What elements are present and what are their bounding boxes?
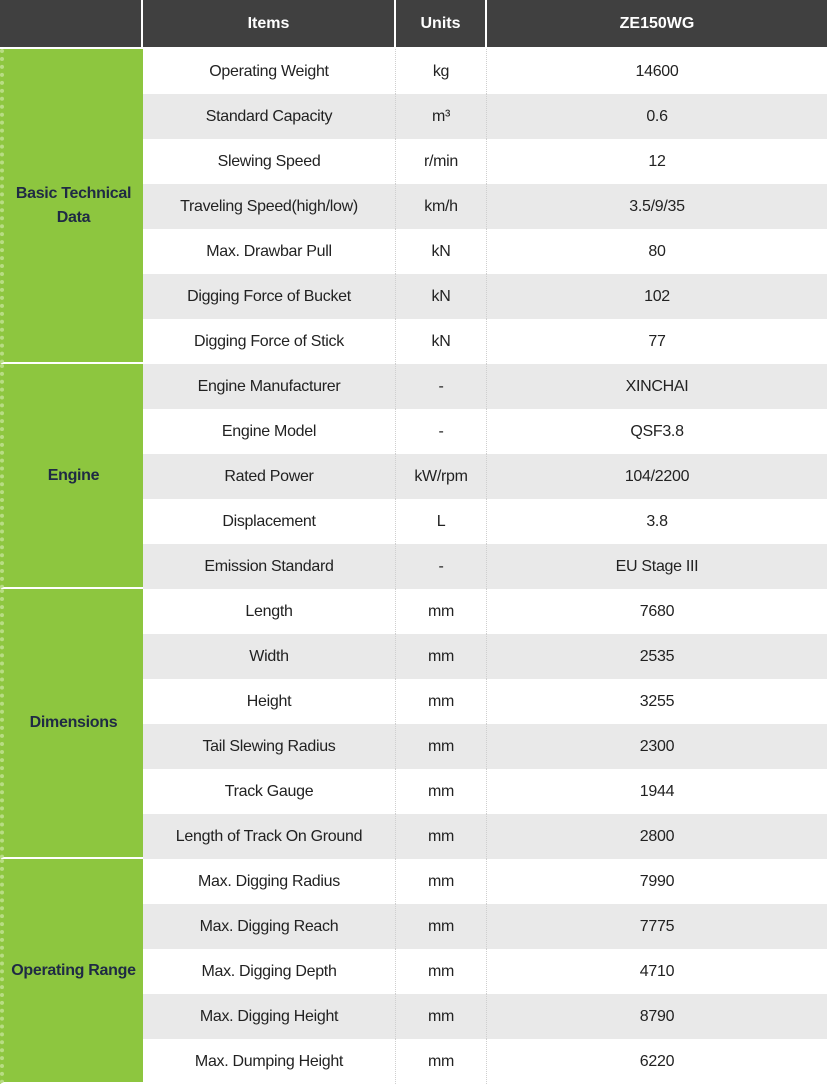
value-cell: 3.5/9/35 <box>487 184 827 229</box>
item-cell: Tail Slewing Radius <box>143 724 396 769</box>
value-cell: 3255 <box>487 679 827 724</box>
value-cell: 77 <box>487 319 827 364</box>
value-cell: 1944 <box>487 769 827 814</box>
item-cell: Rated Power <box>143 454 396 499</box>
value-cell: 102 <box>487 274 827 319</box>
item-cell: Traveling Speed(high/low) <box>143 184 396 229</box>
item-cell: Width <box>143 634 396 679</box>
value-cell: EU Stage III <box>487 544 827 589</box>
category-label: Engine <box>0 364 143 589</box>
category-label: Basic Technical Data <box>0 49 143 364</box>
value-cell: 6220 <box>487 1039 827 1084</box>
item-cell: Max. Digging Reach <box>143 904 396 949</box>
header-row <box>0 0 827 49</box>
unit-cell: mm <box>396 994 487 1039</box>
item-cell: Max. Digging Radius <box>143 859 396 904</box>
value-cell: 80 <box>487 229 827 274</box>
item-cell: Operating Weight <box>143 49 396 94</box>
value-cell: 12 <box>487 139 827 184</box>
item-cell: Engine Manufacturer <box>143 364 396 409</box>
unit-cell: kW/rpm <box>396 454 487 499</box>
value-cell: XINCHAI <box>487 364 827 409</box>
header-model: ZE150WG <box>487 0 827 49</box>
value-cell: 8790 <box>487 994 827 1039</box>
value-cell: 3.8 <box>487 499 827 544</box>
table-row <box>0 49 827 94</box>
item-cell: Track Gauge <box>143 769 396 814</box>
table-row <box>0 589 827 634</box>
item-cell: Height <box>143 679 396 724</box>
unit-cell: - <box>396 409 487 454</box>
value-cell: 2535 <box>487 634 827 679</box>
item-cell: Digging Force of Stick <box>143 319 396 364</box>
header-corner <box>0 0 143 49</box>
unit-cell: mm <box>396 769 487 814</box>
unit-cell: km/h <box>396 184 487 229</box>
item-cell: Displacement <box>143 499 396 544</box>
category-label: Dimensions <box>0 589 143 859</box>
unit-cell: - <box>396 544 487 589</box>
table-body <box>0 49 827 1084</box>
item-cell: Standard Capacity <box>143 94 396 139</box>
value-cell: 104/2200 <box>487 454 827 499</box>
value-cell: 0.6 <box>487 94 827 139</box>
unit-cell: m³ <box>396 94 487 139</box>
unit-cell: mm <box>396 589 487 634</box>
item-cell: Max. Dumping Height <box>143 1039 396 1084</box>
item-cell: Length <box>143 589 396 634</box>
unit-cell: mm <box>396 679 487 724</box>
value-cell: 14600 <box>487 49 827 94</box>
value-cell: 7680 <box>487 589 827 634</box>
unit-cell: mm <box>396 949 487 994</box>
unit-cell: kN <box>396 274 487 319</box>
value-cell: 7990 <box>487 859 827 904</box>
item-cell: Max. Drawbar Pull <box>143 229 396 274</box>
value-cell: 4710 <box>487 949 827 994</box>
item-cell: Length of Track On Ground <box>143 814 396 859</box>
unit-cell: L <box>396 499 487 544</box>
unit-cell: kg <box>396 49 487 94</box>
item-cell: Slewing Speed <box>143 139 396 184</box>
table-header <box>0 0 827 49</box>
item-cell: Digging Force of Bucket <box>143 274 396 319</box>
item-cell: Engine Model <box>143 409 396 454</box>
item-cell: Max. Digging Height <box>143 994 396 1039</box>
unit-cell: mm <box>396 904 487 949</box>
unit-cell: - <box>396 364 487 409</box>
unit-cell: kN <box>396 319 487 364</box>
value-cell: QSF3.8 <box>487 409 827 454</box>
table-row <box>0 364 827 409</box>
item-cell: Max. Digging Depth <box>143 949 396 994</box>
unit-cell: mm <box>396 1039 487 1084</box>
value-cell: 2800 <box>487 814 827 859</box>
table-row <box>0 859 827 904</box>
unit-cell: mm <box>396 634 487 679</box>
unit-cell: mm <box>396 724 487 769</box>
item-cell: Emission Standard <box>143 544 396 589</box>
unit-cell: mm <box>396 814 487 859</box>
value-cell: 2300 <box>487 724 827 769</box>
header-items: Items <box>143 0 396 49</box>
value-cell: 7775 <box>487 904 827 949</box>
header-units: Units <box>396 0 487 49</box>
unit-cell: kN <box>396 229 487 274</box>
category-label: Operating Range <box>0 859 143 1084</box>
unit-cell: mm <box>396 859 487 904</box>
unit-cell: r/min <box>396 139 487 184</box>
